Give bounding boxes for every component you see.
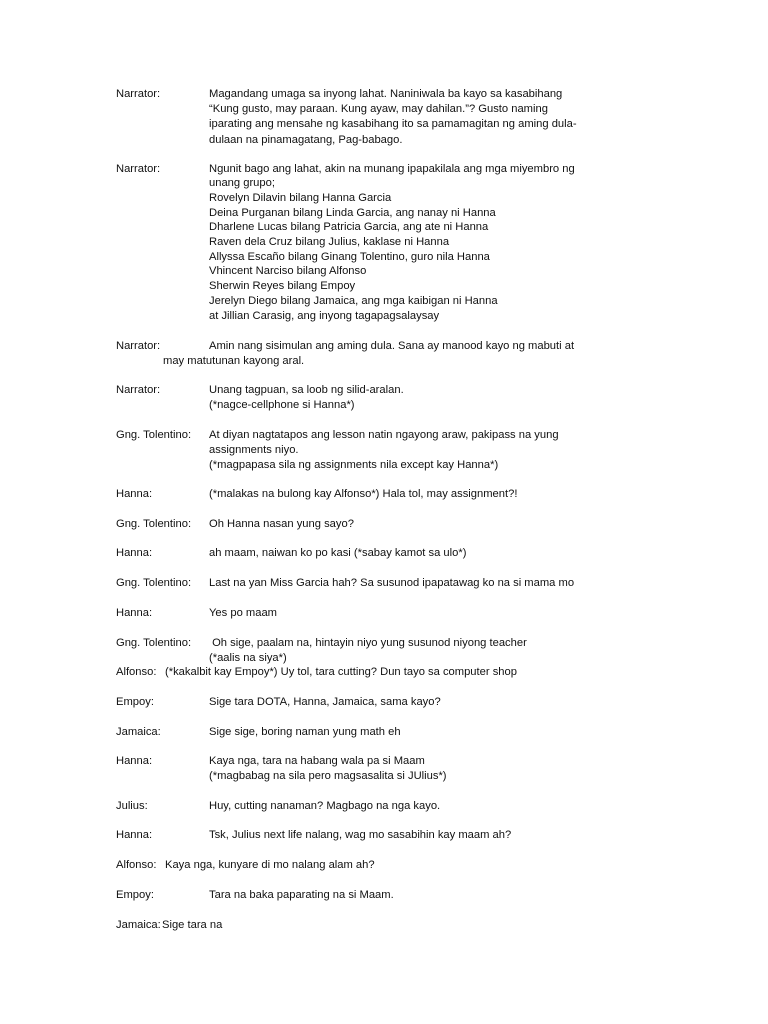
speaker-label: Jamaica: — [116, 919, 161, 931]
dialogue-line: Yes po maam — [209, 607, 277, 619]
cast-line: Allyssa Escaño bilang Ginang Tolentino, guro nila Hanna — [209, 251, 490, 263]
dialogue-line: Unang tagpuan, sa loob ng silid-aralan. — [209, 384, 404, 396]
dialogue-line: Ngunit bago ang lahat, akin na munang ipapakilala ang mga miyembro ng — [209, 163, 575, 175]
speaker-label: Narrator: — [116, 384, 161, 396]
dialogue-line: “Kung gusto, may paraan. Kung ayaw, may dahilan.”? Gusto naming — [209, 103, 548, 115]
speaker-label: Hanna: — [116, 829, 153, 841]
dialogue-line: may matutunan kayong aral. — [163, 355, 305, 367]
dialogue-line: Magandang umaga sa inyong lahat. Naniniwala ba kayo sa kasabihang — [209, 88, 563, 100]
stage-direction: (*nagce-cellphone si Hanna*) — [209, 399, 355, 411]
stage-direction: (*magbabag na sila pero magsasalita si JUlius*) — [209, 770, 447, 782]
speaker-label: Gng. Tolentino: — [116, 429, 192, 441]
dialogue-line: dulaan na pinamagatang, Pag-babago. — [209, 134, 403, 146]
stage-direction: (*magpapasa sila ng assignments nila except kay Hanna*) — [209, 459, 499, 471]
dialogue-line: Last na yan Miss Garcia hah? Sa susunod ipapatawag ko na si mama mo — [209, 577, 575, 589]
dialogue-line: ah maam, naiwan ko po kasi (*sabay kamot sa ulo*) — [209, 547, 467, 559]
dialogue-line: Oh sige, paalam na, hintayin niyo yung susunod niyong teacher — [209, 637, 527, 649]
speaker-label: Gng. Tolentino: — [116, 518, 192, 530]
dialogue-line: Tara na baka paparating na si Maam. — [209, 889, 394, 901]
speaker-label: Alfonso: — [116, 859, 157, 871]
dialogue-line: At diyan nagtatapos ang lesson natin ngayong araw, pakipass na yung — [209, 429, 559, 441]
cast-line: Jerelyn Diego bilang Jamaica, ang mga kaibigan ni Hanna — [209, 295, 498, 307]
dialogue-line: Sige tara na — [162, 919, 223, 931]
speaker-label: Hanna: — [116, 547, 153, 559]
speaker-label: Hanna: — [116, 755, 153, 767]
speaker-label: Empoy: — [116, 696, 154, 708]
speaker-label: Narrator: — [116, 88, 161, 100]
dialogue-line: Kaya nga, tara na habang wala pa si Maam — [209, 755, 425, 767]
speaker-label: Jamaica: — [116, 726, 161, 738]
dialogue-line: Sige sige, boring naman yung math eh — [209, 726, 401, 738]
speaker-label: Alfonso: — [116, 666, 157, 678]
speaker-label: Hanna: — [116, 488, 153, 500]
dialogue-line: Huy, cutting nanaman? Magbago na nga kayo. — [209, 800, 441, 812]
cast-line: at Jillian Carasig, ang inyong tagapagsalaysay — [209, 310, 440, 322]
speaker-label: Gng. Tolentino: — [116, 637, 192, 649]
dialogue-line: assignments niyo. — [209, 444, 299, 456]
cast-line: Sherwin Reyes bilang Empoy — [209, 280, 356, 292]
dialogue-line: (*kakalbit kay Empoy*) Uy tol, tara cutting? Dun tayo sa computer shop — [165, 666, 517, 678]
dialogue-line: (*malakas na bulong kay Alfonso*) Hala tol, may assignment?! — [209, 488, 518, 500]
cast-line: Rovelyn Dilavin bilang Hanna Garcia — [209, 192, 392, 204]
speaker-label: Narrator: — [116, 340, 161, 352]
cast-line: Raven dela Cruz bilang Julius, kaklase ni Hanna — [209, 236, 450, 248]
stage-direction: (*aalis na siya*) — [209, 652, 287, 664]
speaker-label: Hanna: — [116, 607, 153, 619]
dialogue-line: unang grupo; — [209, 177, 275, 189]
dialogue-line: Oh Hanna nasan yung sayo? — [209, 518, 354, 530]
speaker-label: Julius: — [116, 800, 148, 812]
speaker-label: Empoy: — [116, 889, 154, 901]
dialogue-line: Kaya nga, kunyare di mo nalang alam ah? — [165, 859, 375, 871]
cast-line: Dharlene Lucas bilang Patricia Garcia, ang ate ni Hanna — [209, 221, 489, 233]
speaker-label: Narrator: — [116, 163, 161, 175]
dialogue-line: Tsk, Julius next life nalang, wag mo sasabihin kay maam ah? — [209, 829, 512, 841]
cast-line: Deina Purganan bilang Linda Garcia, ang nanay ni Hanna — [209, 207, 496, 219]
dialogue-line: iparating ang mensahe ng kasabihang ito sa pamamagitan ng aming dula- — [209, 118, 577, 130]
cast-line: Vhincent Narciso bilang Alfonso — [209, 265, 367, 277]
speaker-label: Gng. Tolentino: — [116, 577, 192, 589]
dialogue-line: Amin nang sisimulan ang aming dula. Sana ay manood kayo ng mabuti at — [209, 340, 575, 352]
dialogue-line: Sige tara DOTA, Hanna, Jamaica, sama kayo? — [209, 696, 441, 708]
